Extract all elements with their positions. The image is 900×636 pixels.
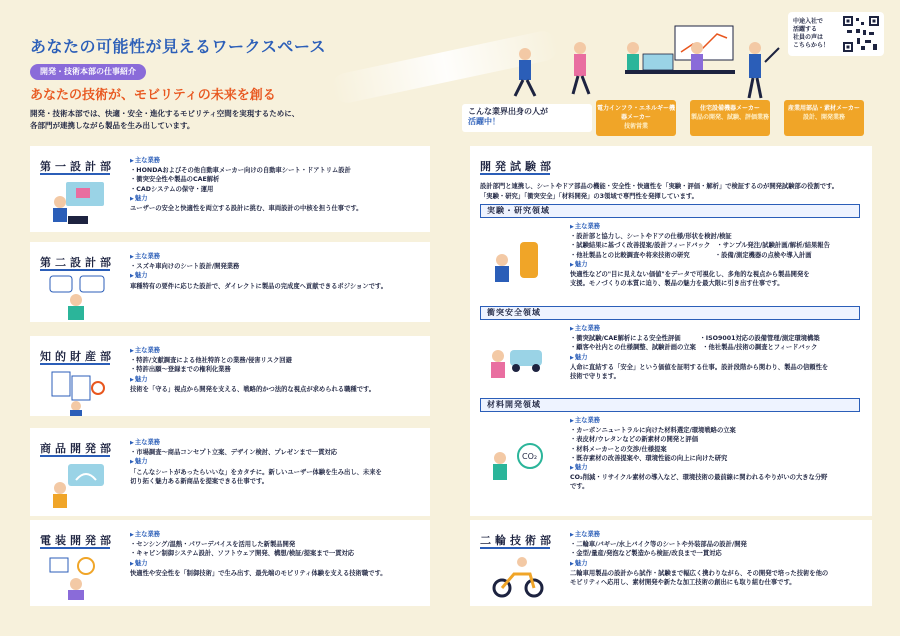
- title-underline: [40, 173, 110, 175]
- list-item: ・試験結果に基づく改善提案/設計フィードバック ・サンプル発注/試験計画/解析/結果報告: [570, 242, 830, 250]
- title-underline: [40, 269, 110, 271]
- department-body: [130, 438, 422, 486]
- appeal-label: ▶ 魅力: [570, 260, 862, 270]
- electronics-illustration-icon: [46, 552, 108, 602]
- appeal-label: ▶ 魅力: [570, 353, 862, 363]
- appeal-label: ▶ 魅力: [130, 559, 422, 569]
- list-item: ・HONDAおよびその他自動車メーカー向けの自動車シート・ドアトリム設計: [130, 167, 351, 175]
- list-item: ・特許出願〜登録までの権利化業務: [130, 366, 231, 374]
- main-work-label: ▶ 主な業務: [570, 530, 862, 540]
- appeal-text: 「こんなシートがあったらいいな」をカタチに。新しいユーザー体験を生み出し、未来を: [130, 468, 382, 476]
- qr-caption: [793, 18, 841, 50]
- appeal-text: 切り拓く魅力ある新商品を提案できる仕事です。: [130, 477, 269, 485]
- main-work-label: ▶ 主な業務: [130, 252, 422, 262]
- area-body: [570, 324, 862, 381]
- origin-label-line: 活躍中！: [468, 117, 500, 126]
- materials-co2-illustration-icon: [486, 436, 548, 486]
- title-underline: [40, 455, 110, 457]
- main-work-label: ▶ 主な業務: [130, 438, 422, 448]
- intro-line: 設計部門と連携し、シートやドア部品の機能・安全性・快適性を「実験・評価・解析」で検証するのが開発試験部の役割です。: [480, 183, 839, 190]
- department-card-electrical: [30, 520, 430, 606]
- department-card-ip: [30, 336, 430, 416]
- section-tag: 開発・技術本部の仕事紹介: [30, 64, 146, 80]
- title-underline: [480, 547, 550, 549]
- title-underline: [480, 173, 550, 175]
- page-subtitle: あなたの技術が、モビリティの未来を創る: [30, 88, 276, 103]
- appeal-text: 快適性や安全性を「制御技術」で生み出す、最先端のモビリティ体験を支える技術職です。: [130, 569, 387, 577]
- origin-badge: [690, 100, 770, 136]
- intro-text: [30, 108, 390, 132]
- department-title: 二輪技術部: [480, 534, 555, 547]
- experiment-illustration-icon: [486, 238, 548, 288]
- svg-text:CO₂: CO₂: [522, 452, 538, 461]
- main-work-label: ▶ 主な業務: [130, 530, 422, 540]
- main-work-label: ▶ 主な業務: [130, 156, 422, 166]
- appeal-text: です。: [570, 483, 589, 491]
- department-title: 第一設計部: [40, 160, 115, 173]
- list-item: ・スズキ車向けのシート設計/開発業務: [130, 263, 240, 271]
- department-title: 開発試験部: [480, 160, 555, 173]
- department-body: [130, 252, 422, 291]
- appeal-text: 技術で守ります。: [570, 373, 620, 381]
- list-item: ・他社製品との比較調査や将来技術の研究 ・設備/測定機器の点検や導入計画: [570, 251, 812, 259]
- area-body: [570, 222, 862, 288]
- appeal-text: CO₂削減・リサイクル素材の導入など、環境技術の最前線に関われるやりがいの大きな分野: [570, 474, 828, 482]
- department-card-design1: [30, 146, 430, 232]
- intro-line: 「実験・研究」「衝突安全」「材料開発」の3領域で専門性を発揮しています。: [480, 192, 698, 200]
- motorcycle-illustration-icon: [486, 552, 548, 602]
- main-work-label: ▶ 主な業務: [570, 222, 862, 232]
- origin-label: [462, 104, 592, 132]
- designer-illustration-icon: [46, 178, 108, 228]
- title-underline: [40, 547, 110, 549]
- department-body: [570, 530, 862, 587]
- appeal-label: ▶ 魅力: [570, 559, 862, 569]
- appeal-label: ▶ 魅力: [130, 271, 422, 281]
- list-item: ・二輪車/バギー/水上バイク等のシートや外装部品の設計/開発: [570, 541, 747, 549]
- qr-box[interactable]: [788, 12, 884, 56]
- origin-badge: [596, 100, 676, 136]
- origin-badge-name: 産業用部品・素材メーカー: [788, 105, 860, 112]
- origin-badge-role: 製品の開発、試験、評価業務: [690, 114, 769, 121]
- list-item: ・顧客や社内との仕様調整、試験計画の立案 ・他社製品/技術の調査とフィードバック: [570, 344, 818, 352]
- title-underline: [40, 363, 110, 365]
- appeal-label: ▶ 魅力: [130, 375, 422, 385]
- qr-caption-line: 中途入社で: [793, 18, 824, 25]
- qr-caption-line: 活躍する: [793, 26, 818, 33]
- main-work-label: ▶ 主な業務: [570, 324, 862, 334]
- area-header: 衝突安全領域: [480, 306, 860, 320]
- list-item: ・金型/量産/発泡など製造から検証/改良まで一貫対応: [570, 550, 722, 558]
- ip-documents-illustration-icon: [46, 366, 108, 416]
- appeal-text: モビリティへ応用し、素材開発や新たな加工技術の創出にも取り組む仕事です。: [570, 579, 796, 587]
- qr-code-icon[interactable]: [843, 16, 879, 52]
- list-item: ・市場調査〜商品コンセプト立案、デザイン検討、プレゼンまで一貫対応: [130, 449, 338, 457]
- team-illustration: [505, 18, 785, 108]
- appeal-label: ▶ 魅力: [130, 457, 422, 467]
- list-item: ・センシング/温熱・パワーデバイスを活用した新製品開発: [130, 541, 296, 549]
- department-card-design2: [30, 242, 430, 322]
- appeal-label: ▶ 魅力: [130, 194, 422, 204]
- area-header: 実験・研究領域: [480, 204, 860, 218]
- appeal-label: ▶ 魅力: [570, 463, 862, 473]
- list-item: ・カーボンニュートラルに向けた材料選定/環境戦略の立案: [570, 427, 736, 435]
- list-item: ・設計部と協力し、シートやドアの仕様/形状を検討/検証: [570, 233, 732, 241]
- department-title: 電装開発部: [40, 534, 115, 547]
- collaboration-illustration-icon: [46, 272, 108, 322]
- origin-label-line: こんな業界出身の人が: [468, 107, 548, 116]
- area-header: 材料開発領域: [480, 398, 860, 412]
- crash-test-illustration-icon: [486, 336, 548, 386]
- department-title: 知的財産部: [40, 350, 115, 363]
- area-body: [570, 416, 862, 492]
- appeal-text: 快適性などの"目に見えない価値"をデータで可視化し、多角的な視点から製品開発を: [570, 271, 810, 279]
- list-item: ・衝突試験/CAE解析による安全性評価 ・ISO9001対応の設備管理/測定環境構築: [570, 335, 820, 343]
- appeal-text: 人命に直結する「安全」という価値を証明する仕事。設計段階から関わり、製品の信頼性を: [570, 363, 829, 371]
- qr-caption-line: 社員の声は: [793, 34, 824, 41]
- origin-badge-role: 技術営業: [623, 123, 648, 130]
- appeal-text: ユーザーの安全と快適性を両立する設計に挑む、車両設計の中核を担う仕事です。: [130, 205, 363, 213]
- department-title: 第二設計部: [40, 256, 115, 269]
- list-item: ・キャビン制御システム設計、ソフトウェア開発、構想/検証/提案まで一貫対応: [130, 550, 355, 558]
- product-idea-illustration-icon: [46, 460, 108, 510]
- department-body: [130, 346, 422, 394]
- page-title: あなたの可能性が見えるワークスペース: [30, 37, 327, 56]
- appeal-text: 車種特有の要件に応じた設計で、ダイレクトに製品の完成度へ貢献できるポジションです。: [130, 282, 388, 290]
- origin-badge-name: 電力インフラ・エネルギー機器メーカー: [596, 105, 675, 121]
- origin-badge: [784, 100, 864, 136]
- list-item: ・CADシステムの保守・運用: [130, 185, 214, 193]
- department-card-testing: [470, 146, 872, 516]
- department-card-product: [30, 428, 430, 516]
- intro-line: 開発・技術本部では、快適・安全・進化するモビリティ空間を実現するために、: [30, 109, 300, 118]
- appeal-text: 二輪車用製品の設計から試作・試験まで幅広く携わりながら、その開発で培った技術を他の: [570, 569, 829, 577]
- main-work-label: ▶ 主な業務: [130, 346, 422, 356]
- list-item: ・表皮材/ウレタンなどの新素材の開発と評価: [570, 436, 698, 444]
- origin-badge-role: 設計、開発業務: [802, 114, 845, 121]
- list-item: ・特許/文献調査による他社特許との業務/侵害リスク回避: [130, 357, 292, 365]
- origin-badge-name: 住宅設備機器メーカー: [700, 105, 760, 112]
- list-item: ・材料メーカーとの交渉/仕様提案: [570, 445, 667, 453]
- intro-line: 各部門が連携しながら製品を生み出しています。: [30, 121, 195, 130]
- department-body: [130, 530, 422, 578]
- list-item: ・既存素材の改善提案や、環境性能の向上に向けた研究: [570, 454, 728, 462]
- department-title: 商品開発部: [40, 442, 115, 455]
- department-body: [130, 156, 422, 213]
- qr-caption-line: こちらから！: [793, 42, 830, 49]
- list-item: ・衝突安全性や製品のCAE解析: [130, 176, 220, 184]
- appeal-text: 支援。モノづくりの本質に迫り、製品の魅力を最大限に引き出す仕事です。: [570, 280, 784, 288]
- department-intro: [480, 182, 865, 201]
- department-card-motorcycle: [470, 520, 872, 606]
- main-work-label: ▶ 主な業務: [570, 416, 862, 426]
- appeal-text: 技術を「守る」視点から開発を支える、戦略的かつ法的な視点が求められる職種です。: [130, 385, 376, 393]
